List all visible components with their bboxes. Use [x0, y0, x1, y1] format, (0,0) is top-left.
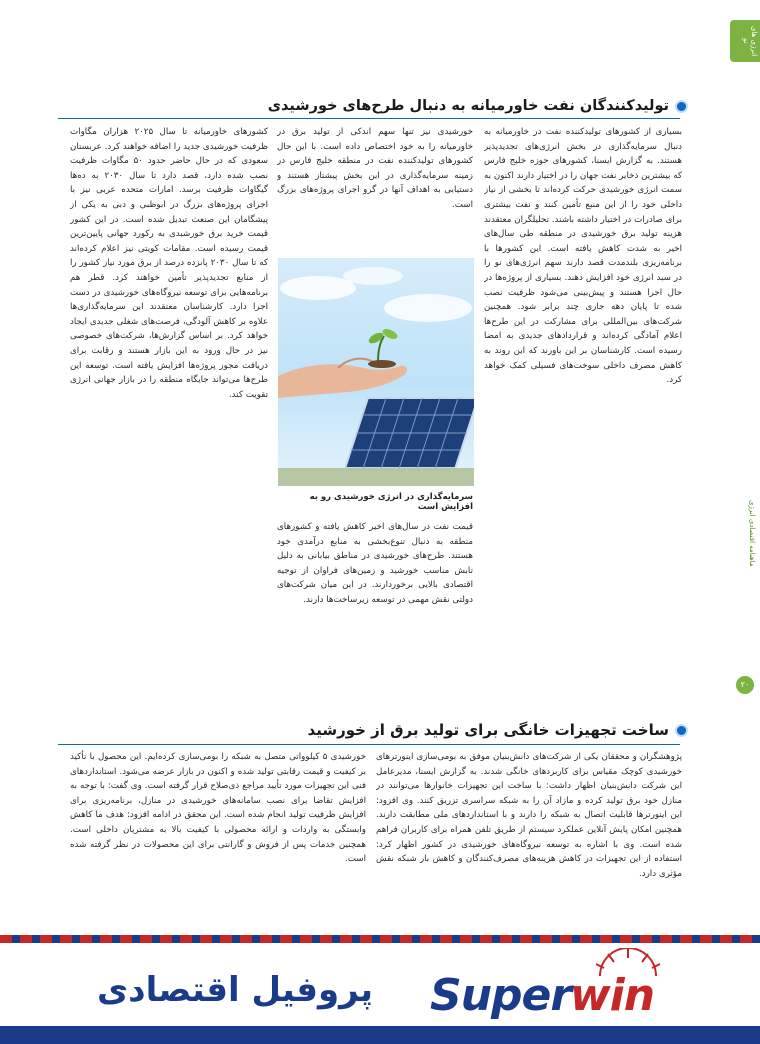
article2-column-1: [376, 750, 682, 940]
article1-column-2-continued: [277, 520, 473, 693]
article1-column-1: [484, 125, 682, 693]
solar-panel-illustration: [278, 258, 474, 486]
superwin-logo: [430, 948, 700, 1020]
bullet-icon: [675, 100, 688, 113]
divider: [58, 118, 680, 119]
banner-stripe: [0, 935, 760, 943]
page-number: ۲۰: [736, 676, 754, 694]
bullet-icon: [675, 724, 688, 737]
brand-name-part2: win: [570, 970, 655, 1021]
article2-paragraph: پژوهشگران و محققان یکی از شرکت‌های دانش‌بنیان موفق به بومی‌سازی اینورترهای خورشیدی کوچک مقیاس برای کاربردهای خانگی شدند. به گزارش ایسنا، مدیرعامل این شرکت دانش‌بنیان اظهار داشت: با ساخت این تجهیزات خانوارها می‌توانند در منازل خود برق تولید کرده و مازاد آن را به شبکه سراسری تزریق کنند. وی افزود: این اینورترها قابلیت اتصال به شبکه را دارند و با استانداردهای ملی مطابقت دارند. همچنین امکان پایش آنلاین عملکرد سیستم از طریق تلفن همراه برای کاربران فراهم شده است. وی با اشاره به توسعه نیروگاه‌های خورشیدی در کشور اظهار کرد: استفاده از این تجهیزات در کاهش هزینه‌های مصرف‌کنندگان و کاهش بار شبکه نقش مؤثری دارد.: [376, 752, 682, 879]
section-tab-label: انرژی های نو: [742, 25, 758, 57]
section-tab: [730, 20, 760, 62]
banner-bottom-bar: [0, 1026, 760, 1044]
article2-title-row: [268, 718, 688, 742]
article2-paragraph: خورشیدی ۵ کیلوواتی متصل به شبکه را بومی‌سازی کرده‌ایم. این محصول با تأکید بر کیفیت و قیمت رقابتی تولید شده و اکنون در بازار عرضه می‌شود. استانداردهای فنی این تجهیزات مورد تأیید مراجع ذی‌صلاح قرار گرفته است. وی گفت: با توجه به افزایش تقاضا برای نصب سامانه‌های خورشیدی در منازل، برنامه‌ریزی برای افزایش ظرفیت تولید انجام شده است. این محقق در ادامه افزود: هدف ما کاهش وابستگی به واردات و ارائه محصولی با کیفیت بالا به مشتریان داخلی است. همچنین خدمات پس از فروش و گارانتی برای این محصولات در نظر گرفته شده است.: [70, 752, 366, 865]
divider: [58, 744, 680, 745]
article1-column-2: [277, 125, 473, 250]
running-header: ماهنامه اقتصادی انرژی: [748, 500, 756, 567]
article1-paragraph: بسیاری از کشورهای تولیدکننده نفت در خاورمیانه به دنبال سرمایه‌گذاری در بخش انرژی‌های تجدیدپذیر هستند. به گزارش ایسنا، کشورهای حوزه خلیج فارس که بیشترین ذخایر نفت جهان را در اختیار دارند اکنون به سمت انرژی خورشیدی حرکت کرده‌اند تا بخشی از نیاز داخلی خود را از این منبع تأمین کنند و نفت بیشتری برای صادرات در اختیار داشته باشند. تحلیلگران معتقدند هزینه تولید برق خورشیدی در منطقه طی سال‌های اخیر به شدت کاهش یافته است. این کشورها با برنامه‌ریزی بلندمدت قصد دارند سهم انرژی‌های نو را در سبد انرژی خود افزایش دهند. بسیاری از پروژه‌ها در حال اجرا هستند و پیش‌بینی می‌شود ظرفیت نصب شده تا پایان دهه جاری چند برابر شود. همچنین شرکت‌های بین‌المللی برای مشارکت در این طرح‌ها اعلام آمادگی کرده‌اند و قراردادهای جدیدی به امضا رسیده است. کارشناسان بر این باورند که این روند به کاهش مصرف داخلی سوخت‌های فسیلی کمک خواهد کرد.: [484, 127, 682, 386]
solar-panel-photo: [278, 258, 474, 486]
article1-column-3: [70, 125, 268, 693]
article1-paragraph: خورشیدی نیز تنها سهم اندکی از تولید برق در خاورمیانه را به خود اختصاص داده است. با این حال کشورهای تولیدکننده نفت در منطقه خلیج فارس در زمینه سرمایه‌گذاری در این بخش پیشتاز هستند و دستیابی به اهداف آنها در گرو اجرای پروژه‌های بزرگ است.: [277, 127, 473, 210]
brand-name-part1: Super: [430, 970, 572, 1021]
photo-caption: سرمایه‌گذاری در انرژی خورشیدی رو به افزایش است: [309, 492, 473, 512]
profile-title: پروفیل اقتصادی: [96, 970, 374, 1010]
solar-panels: [345, 398, 474, 468]
article1-title-row: [267, 95, 688, 117]
article1-title: تولیدکنندگان نفت خاورمیانه به دنبال طرح‌های خورشیدی: [267, 98, 669, 114]
article1-paragraph: قیمت نفت در سال‌های اخیر کاهش یافته و کشورهای منطقه به دنبال تنوع‌بخشی به منابع درآمدی خود هستند. طرح‌های خورشیدی در مناطق بیابانی به دلیل تابش مناسب خورشید و زمین‌های فراوان از توجیه اقتصادی بالایی برخوردارند. در این میان شرکت‌های دولتی نقش مهمی در توسعه زیرساخت‌ها دارند.: [277, 522, 473, 605]
article2-title: ساخت تجهیزات خانگی برای تولید برق از خورشید: [307, 721, 669, 739]
article2-column-2: [70, 750, 366, 940]
article1-paragraph: کشورهای خاورمیانه تا سال ۲۰۲۵ هزاران مگاوات ظرفیت خورشیدی جدید را اضافه خواهند کرد. عربستان سعودی که در حال حاضر حدود ۵۰ مگاوات ظرفیت نصب شده دارد، قصد دارد تا سال ۲۰۳۰ به ده‌ها گیگاوات ظرفیت برسد. امارات متحده عربی نیز با اجرای پروژه‌های بزرگ در ابوظبی و دبی به یکی از پیشگامان این صنعت تبدیل شده است. در این کشور قیمت خرید برق خورشیدی به رکورد جهانی پایین‌ترین قیمت رسیده است. مقامات کویتی نیز اعلام کرده‌اند که تا سال ۲۰۳۰ پانزده درصد از برق مورد نیاز کشور را از منابع تجدیدپذیر تأمین خواهند کرد. قطر هم برنامه‌هایی برای توسعه نیروگاه‌های خورشیدی در دست اجرا دارد. کارشناسان معتقدند این سرمایه‌گذاری‌ها علاوه بر کاهش آلودگی، فرصت‌های شغلی جدیدی ایجاد خواهد کرد. بر اساس گزارش‌ها، شرکت‌های خصوصی نیز در حال ورود به این بازار هستند و رقابت برای دریافت مجوز پروژه‌ها افزایش یافته است. توسعه این طرح‌ها می‌تواند جایگاه منطقه را در بازار جهانی انرژی تقویت کند.: [70, 127, 268, 400]
